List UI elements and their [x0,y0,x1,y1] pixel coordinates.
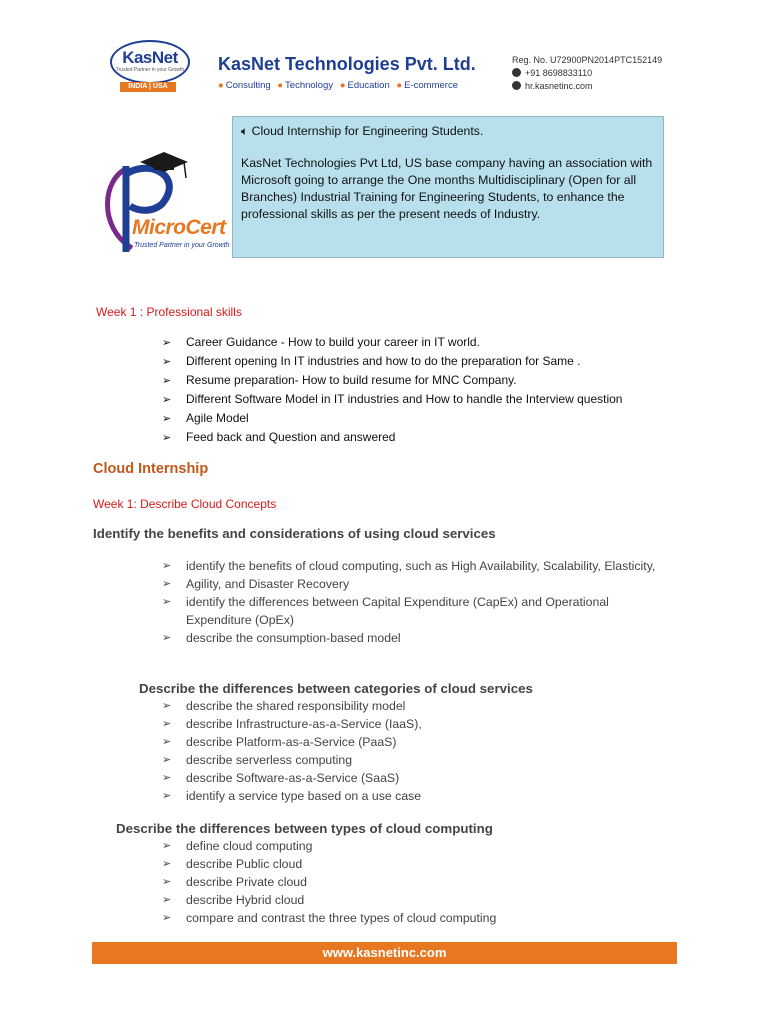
cloud-internship-heading: Cloud Internship [93,461,209,477]
reg-no: Reg. No. U72900PN2014PTC152149 [512,55,663,65]
list-item: ➢ Different opening In IT industries and how to do the preparation for Same . [162,352,682,371]
service-item: Consulting [225,80,271,91]
types-heading: Describe the differences between types of cloud computing [116,821,493,836]
list-item: ➢ describe serverless computing [162,751,674,769]
intro-box [232,116,664,258]
types-list [162,837,674,927]
email: hr.kasnetinc.com [512,80,662,93]
service-item: Technology [285,80,334,91]
letterhead [92,36,676,98]
bullet-dot-icon: ● [396,80,403,91]
company-name: KasNet Technologies Pvt. Ltd. [218,54,476,74]
list-item: ➢ compare and contrast the three types of cloud computing [162,909,674,927]
bullet-dot-icon: ● [339,80,346,91]
footer-url[interactable]: www.kasnetinc.com [92,942,677,964]
list-item: ➢ describe Hybrid cloud [162,891,674,909]
benefits-list [162,557,674,647]
contact-block [512,54,662,93]
list-item: ➢ describe the consumption-based model [162,629,674,647]
phone: +91 8698833110 [512,67,662,80]
services-line [218,80,462,91]
list-item: ➢ describe the shared responsibility model [162,697,674,715]
list-item: ➢ describe Infrastructure-as-a-Service (IaaS), [162,715,674,733]
logo-strip: INDIA | USA [120,82,176,92]
intro-title: 🔈︎ Cloud Internship for Engineering Students. [241,124,484,138]
list-item: ➢ define cloud computing [162,837,674,855]
list-item: ➢ identify a service type based on a use case [162,787,674,805]
list-item: ➢ Different Software Model in IT industries and How to handle the Interview question [162,390,682,409]
kasnet-logo [92,40,204,92]
service-item: Education [347,80,390,91]
professional-skills-list [162,333,682,447]
list-item: ➢ Resume preparation- How to build resume for MNC Company. [162,371,682,390]
bullet-dot-icon: ● [218,80,224,91]
logo-word: KasNet [122,48,178,67]
logo-tagline: Trusted Partner in your Growth [115,67,185,73]
logo-oval [110,40,190,84]
list-item: ➢ Career Guidance - How to build your career in IT world. [162,333,682,352]
phone-icon [512,68,521,77]
week1-professional-heading: Week 1 : Professional skills [96,305,242,319]
list-item: ➢ identify the differences between Capital Expenditure (CapEx) and Operational Expenditure (OpEx) [162,593,674,629]
speaker-icon: 🔈︎ [241,124,249,138]
bullet-dot-icon: ● [277,80,284,91]
list-item: ➢ Feed back and Question and answered [162,428,682,447]
mail-icon [512,81,521,90]
microcert-word: MicroCert [132,216,226,239]
microcert-logo [92,148,232,260]
list-item: ➢ describe Software-as-a-Service (SaaS) [162,769,674,787]
list-item: ➢ identify the benefits of cloud computing, such as High Availability, Scalability, Elasticity, [162,557,674,575]
categories-list [162,697,674,805]
service-item: E-commerce [404,80,458,91]
list-item: ➢ describe Platform-as-a-Service (PaaS) [162,733,674,751]
list-item: ➢ describe Public cloud [162,855,674,873]
list-item: ➢ Agile Model [162,409,682,428]
microcert-tagline: Trusted Partner in your Growth [134,242,230,249]
list-item: ➢ Agility, and Disaster Recovery [162,575,674,593]
list-item: ➢ describe Private cloud [162,873,674,891]
week1-cloud-heading: Week 1: Describe Cloud Concepts [93,497,277,511]
benefits-heading: Identify the benefits and considerations of using cloud services [93,526,496,541]
categories-heading: Describe the differences between categories of cloud services [139,681,533,696]
intro-body: KasNet Technologies Pvt Ltd, US base company having an association with Microsoft going to arrange the One months Multidisciplinary (Open for all Branches) Industrial Training for Engineering Students, to enhance the professional skills as per the present needs of Industry. [241,156,653,221]
